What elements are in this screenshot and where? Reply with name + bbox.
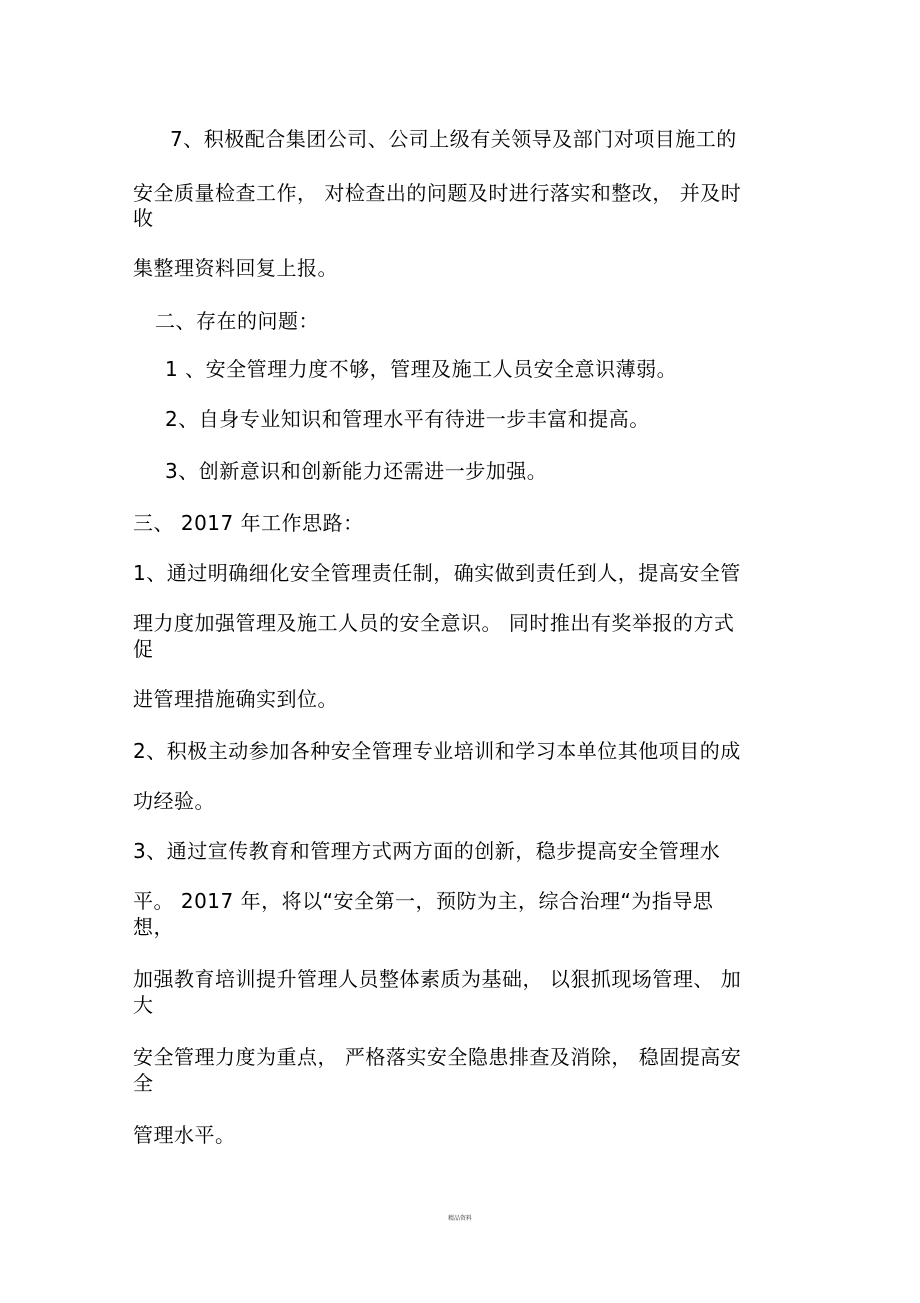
section-heading: 二、存在的问题： (155, 309, 319, 333)
text-line: 7、积极配合集团公司、公司上级有关领导及部门对项目施工的 (170, 127, 737, 151)
text-line: 想， (133, 915, 174, 939)
text-line: 全 (133, 1071, 154, 1095)
text-line: 收 (133, 206, 154, 230)
text-line: 集整理资料回复上报。 (133, 256, 338, 280)
text-line: 2、自身专业知识和管理水平有待进一步丰富和提高。 (165, 407, 650, 431)
text-line: 进管理措施确实到位。 (133, 687, 338, 711)
text-line: 促 (133, 637, 154, 661)
text-line: 1 、安全管理力度不够，管理及施工人员安全意识薄弱。 (165, 357, 678, 381)
text-line: 大 (133, 993, 154, 1017)
text-line: 安全管理力度为重点， 严格落实安全隐患排查及消除， 稳固提高安 (133, 1045, 742, 1069)
text-line: 理力度加强管理及施工人员的安全意识。 同时推出有奖举报的方式 (133, 611, 735, 635)
text-line: 加强教育培训提升管理人员整体素质为基础， 以狠抓现场管理、 加 (133, 967, 742, 991)
text-line: 平。 2017 年，将以“安全第一，预防为主，综合治理“为指导思 (133, 889, 714, 913)
text-line: 安全质量检查工作， 对检查出的问题及时进行落实和整改， 并及时 (133, 181, 742, 205)
text-line: 管理水平。 (133, 1123, 236, 1147)
section-heading: 三、 2017 年工作思路： (133, 511, 364, 535)
page-footer: 精品资料 (447, 1215, 472, 1222)
text-line: 3、创新意识和创新能力还需进一步加强。 (165, 459, 548, 483)
text-line: 3、通过宣传教育和管理方式两方面的创新，稳步提高安全管理水 (133, 839, 721, 863)
text-line: 1、通过明确细化安全管理责任制，确实做到责任到人，提高安全管 (133, 561, 741, 585)
text-line: 2、积极主动参加各种安全管理专业培训和学习本单位其他项目的成 (133, 739, 741, 763)
text-line: 功经验。 (133, 789, 215, 813)
